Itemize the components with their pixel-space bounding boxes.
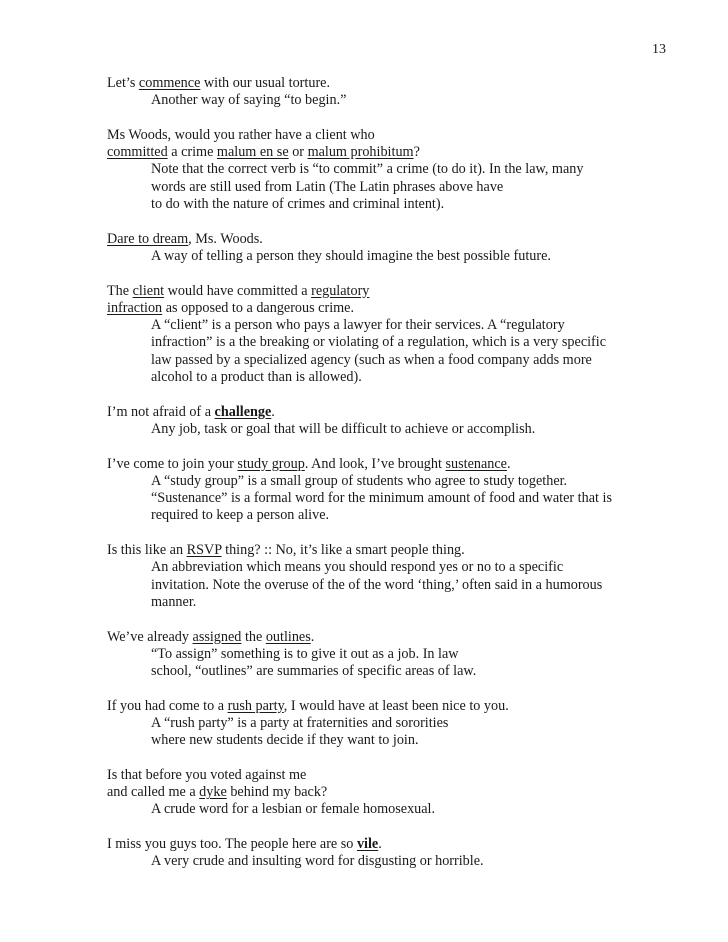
definition-line: manner. <box>151 593 197 610</box>
dialogue-line <box>107 836 677 853</box>
dialogue-line <box>107 767 677 784</box>
dialogue-text: I’m not afraid of a <box>107 403 215 420</box>
vocabulary-list <box>107 75 677 888</box>
vocabulary-entry <box>107 542 677 611</box>
dialogue-text: We’ve already <box>107 628 193 645</box>
vocabulary-term: study group <box>237 455 305 472</box>
definition-line: Any job, task or goal that will be difficult to achieve or accomplish. <box>151 420 536 437</box>
vocabulary-entry <box>107 767 677 819</box>
vocabulary-entry <box>107 456 677 525</box>
vocabulary-term: sustenance <box>445 455 507 472</box>
definition-line: A very crude and insulting word for disgusting or horrible. <box>151 853 484 870</box>
vocabulary-entry <box>107 698 677 750</box>
dialogue-text: . <box>506 455 511 472</box>
vocabulary-term: RSVP <box>186 542 222 559</box>
dialogue-text: . <box>271 403 275 420</box>
definition-line: “To assign” something is to give it out as a job. In law <box>151 645 459 662</box>
definition-line: A “client” is a person who pays a lawyer for their services. A “regulatory <box>151 317 565 334</box>
dialogue-text: , I would have at least been nice to you. <box>283 697 509 714</box>
dialogue-text: would have committed a <box>164 282 312 299</box>
dialogue-text: . And look, I’ve brought <box>304 455 446 472</box>
dialogue-text: Ms Woods, would you rather have a client who <box>107 126 375 143</box>
definition-line: infraction” is a the breaking or violating of a regulation, which is a very specific <box>151 334 607 351</box>
vocabulary-term: assigned <box>192 628 242 645</box>
vocabulary-term: challenge <box>214 403 272 420</box>
vocabulary-entry <box>107 836 677 871</box>
vocabulary-term: malum en se <box>216 144 289 161</box>
dialogue-text: as opposed to a dangerous crime. <box>162 299 355 316</box>
page-number: 13 <box>652 42 666 57</box>
definition-line: to do with the nature of crimes and criminal intent). <box>151 196 445 213</box>
definition-line: where new students decide if they want to join. <box>151 732 419 749</box>
dialogue-line <box>107 283 677 300</box>
vocabulary-entry <box>107 127 677 213</box>
definition-line: law passed by a specialized agency (such as when a food company adds more <box>151 351 592 368</box>
dialogue-text: the <box>241 628 266 645</box>
dialogue-text: and called me a <box>107 784 200 801</box>
definition-line: words are still used from Latin (The Latin phrases above have <box>151 178 504 195</box>
dialogue-line <box>107 542 677 559</box>
dialogue-line <box>107 231 677 248</box>
definition-line: A crude word for a lesbian or female homosexual. <box>151 801 436 818</box>
vocabulary-term: regulatory <box>311 282 370 299</box>
dialogue-line <box>107 404 677 421</box>
dialogue-text: behind my back? <box>226 784 328 801</box>
vocabulary-term: Dare to dream <box>107 230 189 247</box>
dialogue-text: with our usual torture. <box>200 75 331 91</box>
definition-line: Note that the correct verb is “to commit” a crime (to do it). In the law, many <box>151 161 584 178</box>
vocabulary-term: vile <box>356 836 379 853</box>
dialogue-text: a crime <box>167 144 217 161</box>
dialogue-line <box>107 629 677 646</box>
definition-line: invitation. Note the overuse of the of the word ‘thing,’ often said in a humorous <box>151 576 603 593</box>
dialogue-text: Let’s <box>107 75 139 91</box>
dialogue-line <box>107 784 677 801</box>
definition-line: A “study group” is a small group of students who agree to study together. <box>151 472 568 489</box>
vocabulary-entry <box>107 231 677 266</box>
vocabulary-term: infraction <box>107 299 163 316</box>
dialogue-text: , Ms. Woods. <box>188 230 263 247</box>
vocabulary-term: commence <box>138 75 201 91</box>
definition-line: A way of telling a person they should imagine the best possible future. <box>151 247 551 264</box>
vocabulary-term: malum prohibitum <box>307 144 414 161</box>
definition-line: alcohol to a product than is allowed). <box>151 369 362 386</box>
definition-line: A “rush party” is a party at fraternities and sororities <box>151 714 449 731</box>
dialogue-text: The <box>107 282 133 299</box>
dialogue-line <box>107 698 677 715</box>
vocabulary-entry <box>107 629 677 681</box>
definition-line: required to keep a person alive. <box>151 507 330 524</box>
dialogue-text: ? <box>413 144 420 161</box>
vocabulary-entry <box>107 404 677 439</box>
dialogue-text: If you had come to a <box>107 697 228 714</box>
dialogue-line <box>107 75 677 92</box>
dialogue-text: Is this like an <box>107 542 187 559</box>
vocabulary-term: dyke <box>199 784 227 801</box>
vocabulary-entry <box>107 283 677 387</box>
definition-line: “Sustenance” is a formal word for the minimum amount of food and water that is <box>151 490 612 507</box>
dialogue-text: . <box>378 836 382 853</box>
dialogue-line <box>107 144 677 161</box>
dialogue-text: or <box>288 144 308 161</box>
dialogue-text: Is that before you voted against me <box>107 766 307 783</box>
dialogue-text: I miss you guys too. The people here are so <box>107 836 357 853</box>
vocabulary-entry <box>107 75 677 110</box>
definition-line: school, “outlines” are summaries of specific areas of law. <box>151 663 477 680</box>
definition-line: Another way of saying “to begin.” <box>151 92 347 109</box>
dialogue-line <box>107 456 677 473</box>
vocabulary-term: outlines <box>265 628 311 645</box>
dialogue-line <box>107 127 677 144</box>
vocabulary-term: committed <box>107 144 168 161</box>
dialogue-text: I’ve come to join your <box>107 455 238 472</box>
definition-line: An abbreviation which means you should respond yes or no to a specific <box>151 559 564 576</box>
dialogue-text: thing? :: No, it’s like a smart people thing. <box>221 542 465 559</box>
vocabulary-term: rush party <box>227 697 284 714</box>
vocabulary-term: client <box>132 282 165 299</box>
dialogue-line <box>107 300 677 317</box>
dialogue-text: . <box>310 628 315 645</box>
